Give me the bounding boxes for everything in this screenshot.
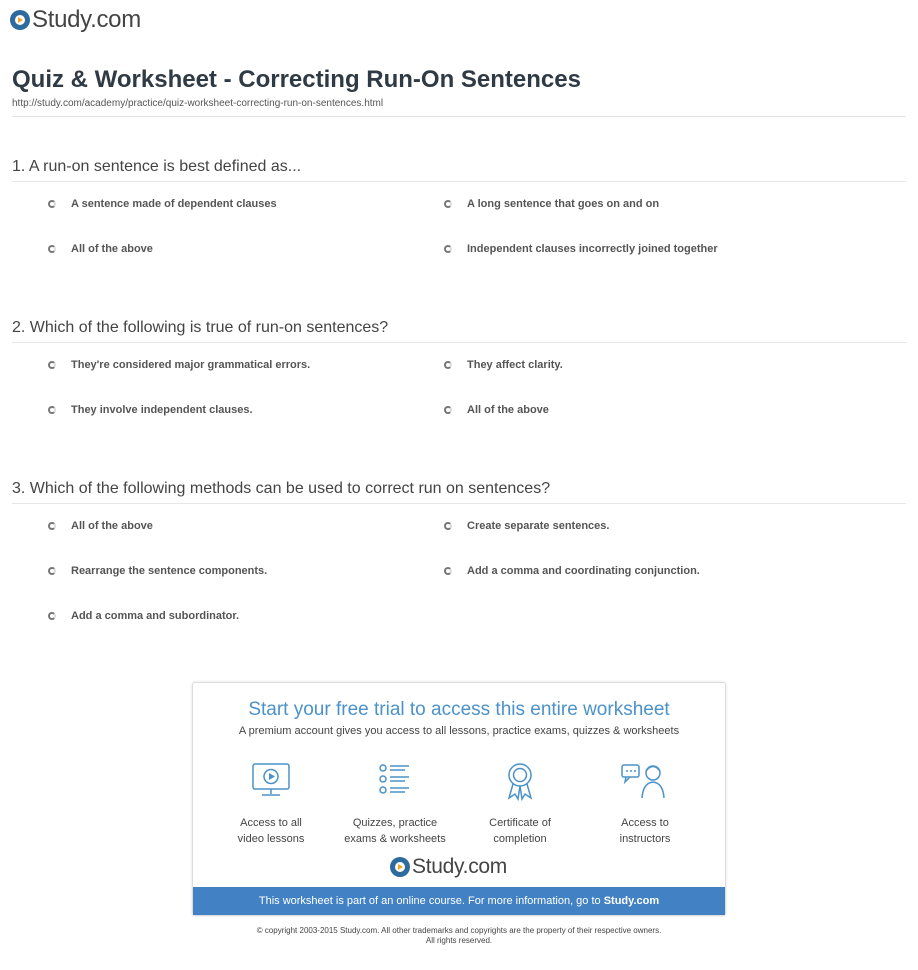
play-logo-icon bbox=[390, 857, 410, 877]
option[interactable] bbox=[444, 243, 718, 255]
feature-line: Certificate of bbox=[489, 817, 551, 829]
feature-line: video lessons bbox=[237, 833, 305, 845]
question-text: 3. Which of the following methods can be used to correct run on sentences? bbox=[12, 480, 906, 504]
option-label: All of the above bbox=[467, 404, 549, 416]
option-label: All of the above bbox=[71, 520, 153, 532]
video-lesson-icon bbox=[249, 761, 293, 801]
feature-line: Access to all bbox=[240, 817, 302, 829]
radio-icon[interactable] bbox=[444, 361, 452, 369]
feature-line: Access to bbox=[621, 817, 669, 829]
option[interactable] bbox=[48, 565, 267, 577]
certificate-icon bbox=[498, 761, 542, 801]
option-label: Rearrange the sentence components. bbox=[71, 565, 268, 577]
option-label: They're considered major grammatical errors. bbox=[71, 359, 311, 371]
feature-line: Quizzes, practice bbox=[352, 817, 438, 829]
question-text: 2. Which of the following is true of run-on sentences? bbox=[12, 319, 906, 343]
option-label: Add a comma and coordinating conjunction. bbox=[467, 565, 700, 577]
option[interactable] bbox=[444, 404, 549, 416]
header-divider bbox=[12, 116, 906, 117]
option[interactable] bbox=[444, 359, 563, 371]
radio-icon[interactable] bbox=[48, 361, 56, 369]
question-1 bbox=[12, 158, 906, 255]
question-2 bbox=[12, 319, 906, 416]
copyright-line: © copyright 2003-2015 Study.com. All other trademarks and copyrights are the property of their respective owners. bbox=[256, 926, 662, 935]
option[interactable] bbox=[48, 404, 253, 416]
question-3 bbox=[12, 480, 906, 622]
option-label: Add a comma and subordinator. bbox=[71, 610, 240, 622]
option-label: Independent clauses incorrectly joined together bbox=[467, 243, 718, 255]
promo-title[interactable]: Start your free trial to access this entire worksheet bbox=[248, 699, 670, 720]
radio-icon[interactable] bbox=[444, 567, 452, 575]
feature-line: exams & worksheets bbox=[344, 833, 446, 845]
feature-video-lessons bbox=[206, 761, 336, 847]
question-text: 1. A run-on sentence is best defined as... bbox=[12, 158, 906, 182]
study-link[interactable]: Study.com bbox=[603, 895, 660, 907]
radio-icon[interactable] bbox=[48, 567, 56, 575]
instructor-icon bbox=[620, 761, 670, 801]
promo-bar-text: This worksheet is part of an online course. For more information, go to bbox=[258, 895, 604, 907]
option[interactable] bbox=[444, 198, 659, 210]
promo-info-bar bbox=[193, 887, 725, 915]
option[interactable] bbox=[48, 198, 277, 210]
page-url: http://study.com/academy/practice/quiz-worksheet-correcting-run-on-sentences.html bbox=[12, 98, 384, 109]
radio-icon[interactable] bbox=[444, 522, 452, 530]
feature-line: instructors bbox=[619, 833, 671, 845]
study-logo[interactable] bbox=[10, 6, 141, 34]
free-trial-promo bbox=[192, 682, 726, 916]
option[interactable] bbox=[444, 520, 609, 532]
radio-icon[interactable] bbox=[48, 200, 56, 208]
option[interactable] bbox=[48, 359, 310, 371]
option-label: They affect clarity. bbox=[467, 359, 563, 371]
radio-icon[interactable] bbox=[48, 522, 56, 530]
quiz-list-icon bbox=[373, 761, 417, 801]
radio-icon[interactable] bbox=[444, 200, 452, 208]
logo-text: Study.com bbox=[32, 6, 141, 33]
play-logo-icon bbox=[10, 10, 30, 30]
radio-icon[interactable] bbox=[48, 406, 56, 414]
option[interactable] bbox=[48, 610, 239, 622]
radio-icon[interactable] bbox=[48, 245, 56, 253]
option-label: A sentence made of dependent clauses bbox=[71, 198, 277, 210]
page-title: Quiz & Worksheet - Correcting Run-On Sentences bbox=[12, 66, 581, 93]
radio-icon[interactable] bbox=[444, 245, 452, 253]
promo-subtitle: A premium account gives you access to all lessons, practice exams, quizzes & worksheets bbox=[238, 725, 680, 737]
option[interactable] bbox=[48, 243, 153, 255]
feature-certificate bbox=[455, 761, 585, 847]
option-label: All of the above bbox=[71, 243, 153, 255]
option[interactable] bbox=[48, 520, 153, 532]
logo-text: Study.com bbox=[412, 855, 507, 878]
copyright-line: All rights reserved. bbox=[425, 936, 493, 945]
promo-study-logo[interactable] bbox=[390, 855, 507, 879]
feature-instructors bbox=[580, 761, 710, 847]
radio-icon[interactable] bbox=[444, 406, 452, 414]
option-label: A long sentence that goes on and on bbox=[467, 198, 660, 210]
feature-line: completion bbox=[493, 833, 547, 845]
radio-icon[interactable] bbox=[48, 612, 56, 620]
option[interactable] bbox=[444, 565, 700, 577]
copyright bbox=[0, 926, 918, 946]
option-label: Create separate sentences. bbox=[467, 520, 610, 532]
option-label: They involve independent clauses. bbox=[71, 404, 253, 416]
feature-quizzes bbox=[330, 761, 460, 847]
